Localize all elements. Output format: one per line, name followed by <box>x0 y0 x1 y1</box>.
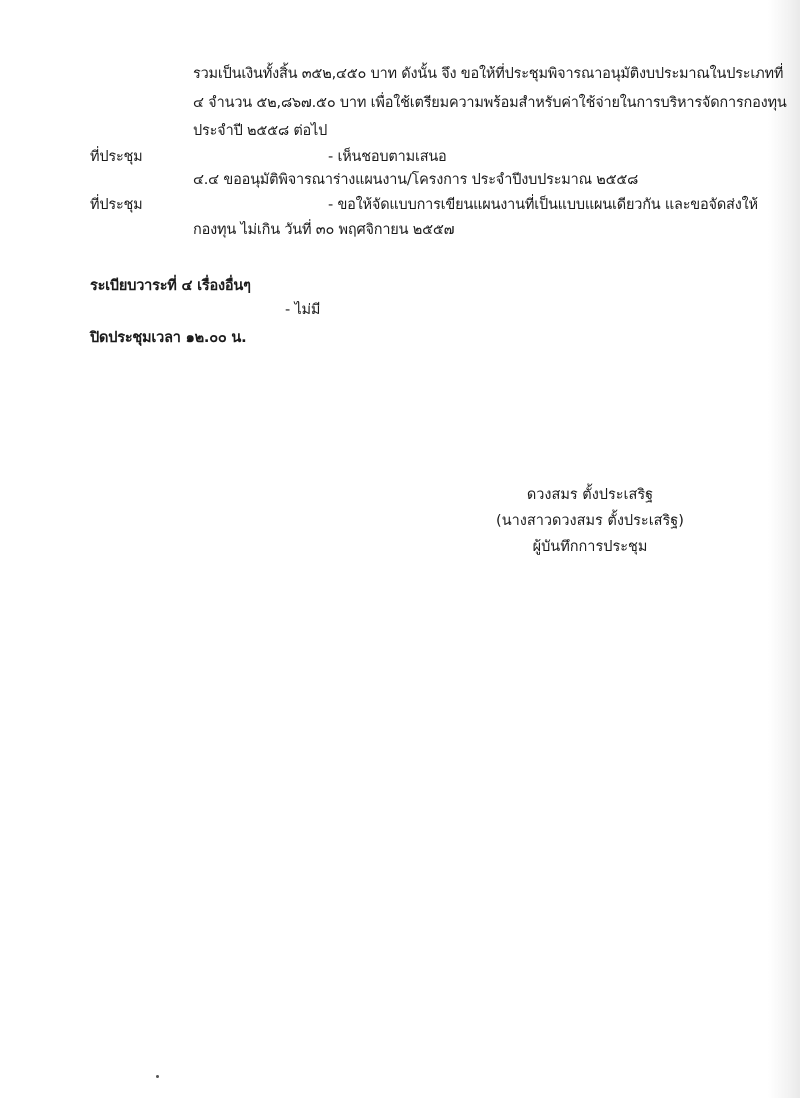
signature-role: ผู้บันทึกการประชุม <box>532 539 648 555</box>
resolution-1-label: ที่ประชุม <box>90 149 143 165</box>
resolution-1-text: - เห็นชอบตามเสนอ <box>328 149 447 165</box>
paragraph-line-1: รวมเป็นเงินทั้งสิ้น ๓๕๒,๔๕๐ บาท ดังนั้น จึง ขอให้ที่ประชุมพิจารณาอนุมัติงบประมาณในประเภทที่ <box>193 66 784 82</box>
signature-signed-name: ดวงสมร ตั้งประเสริฐ <box>526 487 654 503</box>
agenda-4-heading: ระเบียบวาระที่ ๔ เรื่องอื่นๆ <box>90 278 251 294</box>
paragraph-line-3: ประจำปี ๒๕๕๘ ต่อไป <box>193 123 328 139</box>
agenda-item-4-4: ๔.๔ ขออนุมัติพิจารณาร่างแผนงาน/โครงการ ประจำปีงบประมาณ ๒๕๕๘ <box>193 172 639 188</box>
closing-time: ปิดประชุมเวลา ๑๒.๐๐ น. <box>90 330 247 346</box>
resolution-2-text-line-2: กองทุน ไม่เกิน วันที่ ๓๐ พฤศจิกายน ๒๕๕๗ <box>193 222 455 238</box>
agenda-4-none: - ไม่มี <box>285 302 321 318</box>
resolution-2-label: ที่ประชุม <box>90 197 143 213</box>
signature-full-name: (นางสาวดวงสมร ตั้งประเสริฐ) <box>496 513 684 529</box>
scan-speck <box>156 1075 159 1078</box>
resolution-2-text-line-1: - ขอให้จัดแบบการเขียนแผนงานที่เป็นแบบแผนเดียวกัน และขอจัดส่งให้ <box>328 197 758 213</box>
paragraph-line-2: ๔ จำนวน ๕๒,๘๖๗.๕๐ บาท เพื่อใช้เตรียมความพร้อมสำหรับค่าใช้จ่ายในการบริหารจัดการกองทุน <box>193 95 787 111</box>
